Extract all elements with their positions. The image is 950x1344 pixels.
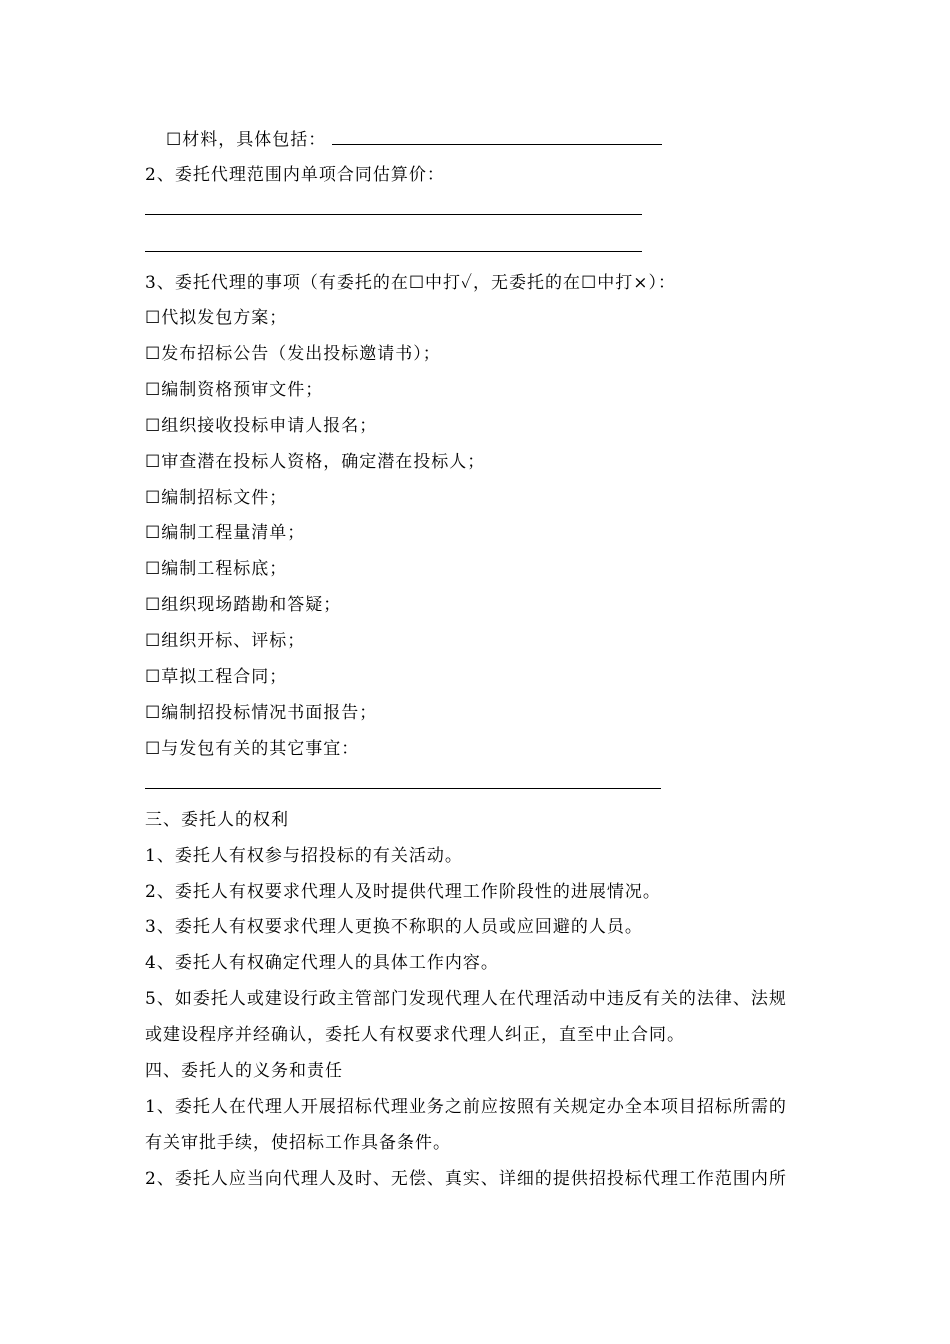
material-line <box>166 128 662 151</box>
item3-title: 3、委托代理的事项（有委托的在☐中打✓，无委托的在☐中打×）： <box>145 273 677 293</box>
checklist-item: ☐编制工程标底； <box>145 559 288 579</box>
checklist-item: ☐编制资格预审文件； <box>145 380 324 400</box>
section3-item: 4、委托人有权确定代理人的具体工作内容。 <box>145 953 499 973</box>
checklist-item: ☐发布招标公告（发出投标邀请书）； <box>145 344 441 364</box>
checklist-item: ☐编制招标文件； <box>145 488 288 508</box>
section3-item: 3、委托人有权要求代理人更换不称职的人员或应回避的人员。 <box>145 917 643 937</box>
section3-item: 1、委托人有权参与招投标的有关活动。 <box>145 846 463 866</box>
section3-item: 或建设程序并经确认，委托人有权要求代理人纠正，直至中止合同。 <box>145 1025 685 1045</box>
checklist-item: ☐代拟发包方案； <box>145 308 288 328</box>
item2-title: 2、委托代理范围内单项合同估算价： <box>145 165 445 185</box>
material-label: ☐材料，具体包括： <box>166 130 327 150</box>
checklist-item: ☐编制招投标情况书面报告； <box>145 703 378 723</box>
section4-item: 有关审批手续，使招标工作具备条件。 <box>145 1133 451 1153</box>
section4-item: 1、委托人在代理人开展招标代理业务之前应按照有关规定办全本项目招标所需的 <box>145 1097 787 1117</box>
section4-heading: 四、委托人的义务和责任 <box>145 1061 343 1081</box>
section4-item: 2、委托人应当向代理人及时、无偿、真实、详细的提供招投标代理工作范围内所 <box>145 1169 787 1189</box>
checklist-item: ☐与发包有关的其它事宜： <box>145 739 360 759</box>
fill-line-3 <box>145 788 661 789</box>
checklist-item: ☐审查潜在投标人资格，确定潜在投标人； <box>145 452 486 472</box>
checklist-item: ☐组织开标、评标； <box>145 631 306 651</box>
section3-item: 2、委托人有权要求代理人及时提供代理工作阶段性的进展情况。 <box>145 882 661 902</box>
material-fill-line <box>332 128 662 145</box>
section3-item: 5、如委托人或建设行政主管部门发现代理人在代理活动中违反有关的法律、法规 <box>145 989 787 1009</box>
checklist-item: ☐组织接收投标申请人报名； <box>145 416 378 436</box>
checklist-item: ☐编制工程量清单； <box>145 523 306 543</box>
checklist-item: ☐草拟工程合同； <box>145 667 288 687</box>
fill-line-1 <box>145 214 642 215</box>
fill-line-2 <box>145 251 642 252</box>
checklist-item: ☐组织现场踏勘和答疑； <box>145 595 342 615</box>
section3-heading: 三、委托人的权利 <box>145 810 289 830</box>
